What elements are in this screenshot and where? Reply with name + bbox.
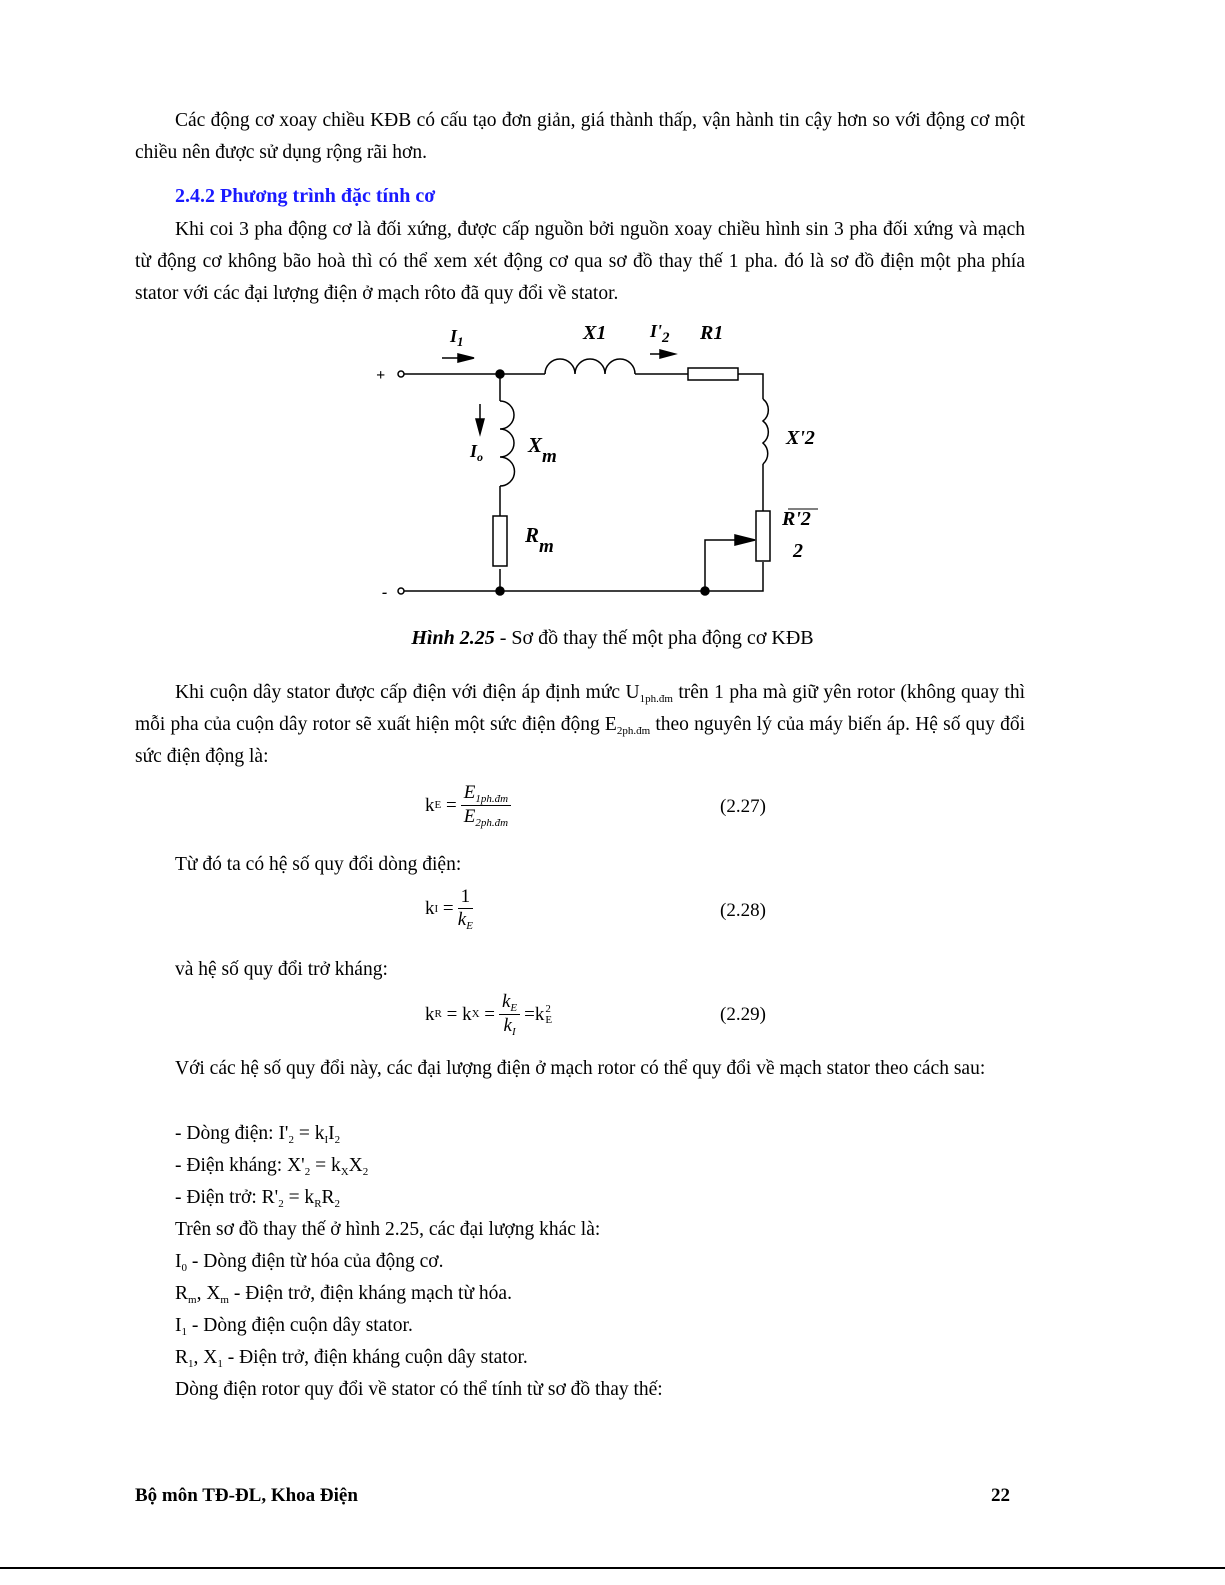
figure-caption: Hình 2.25 - Sơ đồ thay thế một pha động cơ KĐB	[411, 627, 814, 649]
definition-i0: $I_0$ - Dòng điện từ hóa của động cơ.	[175, 1251, 444, 1274]
i1-label: $I_1$	[450, 326, 464, 349]
circuit-diagram	[370, 314, 830, 604]
r2-denominator: 2	[793, 540, 803, 562]
r1-label: R1	[700, 322, 724, 344]
list-item-current: - Dòng điện: $I'_2 = k_II_2$	[175, 1123, 341, 1146]
impedance-coefficient-text: và hệ số quy đổi trở kháng:	[175, 959, 388, 980]
minus-terminal-label: -	[382, 584, 388, 601]
x1-label: X1	[583, 322, 607, 344]
paragraph-1: Khi coi 3 pha động cơ là đối xứng, được cấp nguồn bởi nguồn xoay chiều hình sin 3 pha đối xứng và mạch từ động cơ không bão hoà thì có thể xem xét động cơ qua sơ đồ thay thế 1 pha. đó là sơ đồ điện một pha phía stator với các đại lượng điện ở mạch rôto đã quy đổi về stator.	[135, 219, 1025, 304]
equation-number-2-29: (2.29)	[720, 1004, 766, 1025]
plus-terminal-label: +	[376, 367, 386, 384]
definition-rm-xm: $R_m$, $X_m$ - Điện trở, điện kháng mạch từ hóa.	[175, 1283, 512, 1306]
equation-number-2-27: (2.27)	[720, 796, 766, 817]
page-number: 22	[991, 1485, 1010, 1506]
bottom-rule	[0, 1567, 1225, 1569]
equation-2-27: k E = $\frac{E_{1ph.đm}}{E_{2ph.đm}}$	[425, 782, 515, 829]
definition-i1: $I_1$ - Dòng điện cuộn dây stator.	[175, 1315, 413, 1338]
equation-2-29: k R = k X = $\frac{k_E}{k_I}$ =k 2 E	[425, 991, 553, 1038]
list-item-resistance: - Điện trở: $R'_2 = k_RR_2$	[175, 1187, 341, 1210]
definition-r1-x1: $R_1$, $X_1$ - Điện trở, điện kháng cuộn dây stator.	[175, 1347, 528, 1370]
x2-label: X'2	[786, 427, 815, 449]
rm-label: Rm	[525, 523, 554, 557]
intro-paragraph: Các động cơ xoay chiều KĐB có cấu tạo đơn giản, giá thành thấp, vận hành tin cậy hơn so với động cơ một chiều nên được sử dụng rộng rãi hơn.	[135, 110, 1025, 163]
paragraph-3: Với các hệ số quy đổi này, các đại lượng điện ở mạch rotor có thể quy đổi về mạch stator theo cách sau:	[175, 1058, 986, 1079]
footer-department: Bộ môn TĐ-ĐL, Khoa Điện	[135, 1485, 358, 1506]
i2-label: $I'_2$	[650, 321, 670, 346]
equation-2-28: k I = $\frac{1}{k_E}$	[425, 886, 473, 932]
other-quantities-text: Trên sơ đồ thay thế ở hình 2.25, các đại lượng khác là:	[175, 1219, 601, 1240]
section-heading: 2.4.2 Phương trình đặc tính cơ	[175, 185, 436, 207]
current-coefficient-text: Từ đó ta có hệ số quy đổi dòng điện:	[175, 854, 462, 875]
i0-label: $I_o$	[470, 441, 484, 464]
r2-numerator: R'2	[782, 508, 811, 530]
equation-number-2-28: (2.28)	[720, 900, 766, 921]
paragraph-2: Khi cuộn dây stator được cấp điện với điện áp định mức $U_{1ph.đm}$ trên 1 pha mà giữ yên rotor (không quay thì mỗi pha của cuộn dây rotor sẽ xuất hiện một sức điện động $E_{2ph.đm}$ theo nguyên lý của máy biến áp. Hệ số quy đổi sức điện động là:	[135, 682, 1026, 767]
list-item-reactance: - Điện kháng: $X'_2 = k_XX_2$	[175, 1155, 369, 1178]
closing-text: Dòng điện rotor quy đổi về stator có thể tính từ sơ đồ thay thế:	[175, 1379, 663, 1400]
xm-label: Xm	[528, 433, 557, 467]
